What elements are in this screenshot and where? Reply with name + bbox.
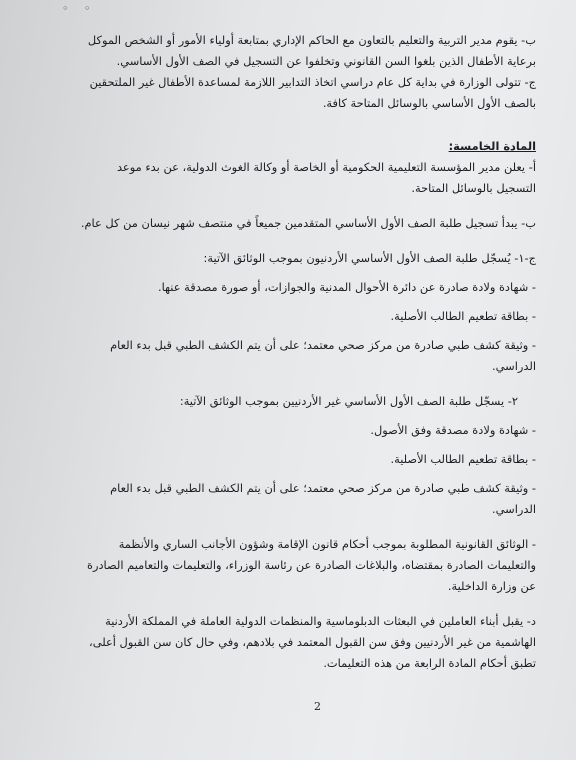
list-item: - شهادة ولادة صادرة عن دائرة الأحوال المدنية والجوازات، أو صورة مصدقة عنها. — [157, 280, 536, 294]
paragraph-b: ب- يبدأ تسجيل طلبة الصف الأول الأساسي المتقدمين جميعاً في منتصف شهر نيسان من كل عام. — [80, 216, 536, 230]
paragraph-j1-title: ج-١- يُسجّل طلبة الصف الأول الأساسي الأردنيون بموجب الوثائق الآتية: — [203, 251, 536, 265]
list-item: - وثيقة كشف طبي صادرة من مركز صحي معتمد؛ على أن يتم الكشف الطبي قبل بدء العام الدراسي. — [110, 338, 536, 373]
paragraph-a: أ- يعلن مدير المؤسسة التعليمية الحكومية أو الخاصة أو وكالة الغوث الدولية، عن بدء موعد التسجيل بالوسائل المتاحة. — [116, 160, 536, 195]
article-heading: المادة الخامسة: — [448, 139, 536, 153]
page-number: 2 — [314, 700, 321, 713]
paragraph-d: د- يقبل أبناء العاملين في البعثات الدبلوماسية والمنظمات الدولية العاملة في المملكة الأردنية الهاشمية من غير الأردنيين وفق سن القبول المعتمد في بلادهم، وفي حال كان سن القبول أعلى، تطبق أحكام المادة الرابعة من هذه التعليمات. — [89, 614, 536, 670]
paragraph-b-intro: ب- يقوم مدير التربية والتعليم بالتعاون مع الحاكم الإداري بمتابعة أولياء الأمور أو الشخص الموكل برعاية الأطفال الذين بلغوا السن القانوني وتخلفوا عن التسجيل في الصف الأول الأساسي. — [87, 33, 536, 68]
document-body — [80, 30, 536, 674]
list-item: - بطاقة تطعيم الطالب الأصلية. — [390, 309, 536, 323]
list-item: - شهادة ولادة مصدقة وفق الأصول. — [370, 423, 536, 437]
list-item: - وثيقة كشف طبي صادرة من مركز صحي معتمد؛ على أن يتم الكشف الطبي قبل بدء العام الدراسي. — [110, 481, 536, 516]
page-marks: ◦ ◦ — [62, 2, 97, 15]
paragraph-j-intro: ج- تتولى الوزارة في بداية كل عام دراسي اتخاذ التدابير اللازمة لمساعدة الأطفال غير الملتحقين بالصف الأول الأساسي بالوسائل المتاحة كافة. — [89, 75, 536, 110]
paragraph-j2-title: ٢- يسجّل طلبة الصف الأول الأساسي غير الأردنيين بموجب الوثائق الآتية: — [179, 394, 518, 408]
list-item: - الوثائق القانونية المطلوبة بموجب أحكام قانون الإقامة وشؤون الأجانب الساري والأنظمة والتعليمات الصادرة بمقتضاه، والبلاغات الصادرة عن رئاسة الوزراء، والتعليمات والتعاميم الصادرة عن وزارة الداخلية. — [87, 537, 536, 593]
list-item: - بطاقة تطعيم الطالب الأصلية. — [390, 452, 536, 466]
